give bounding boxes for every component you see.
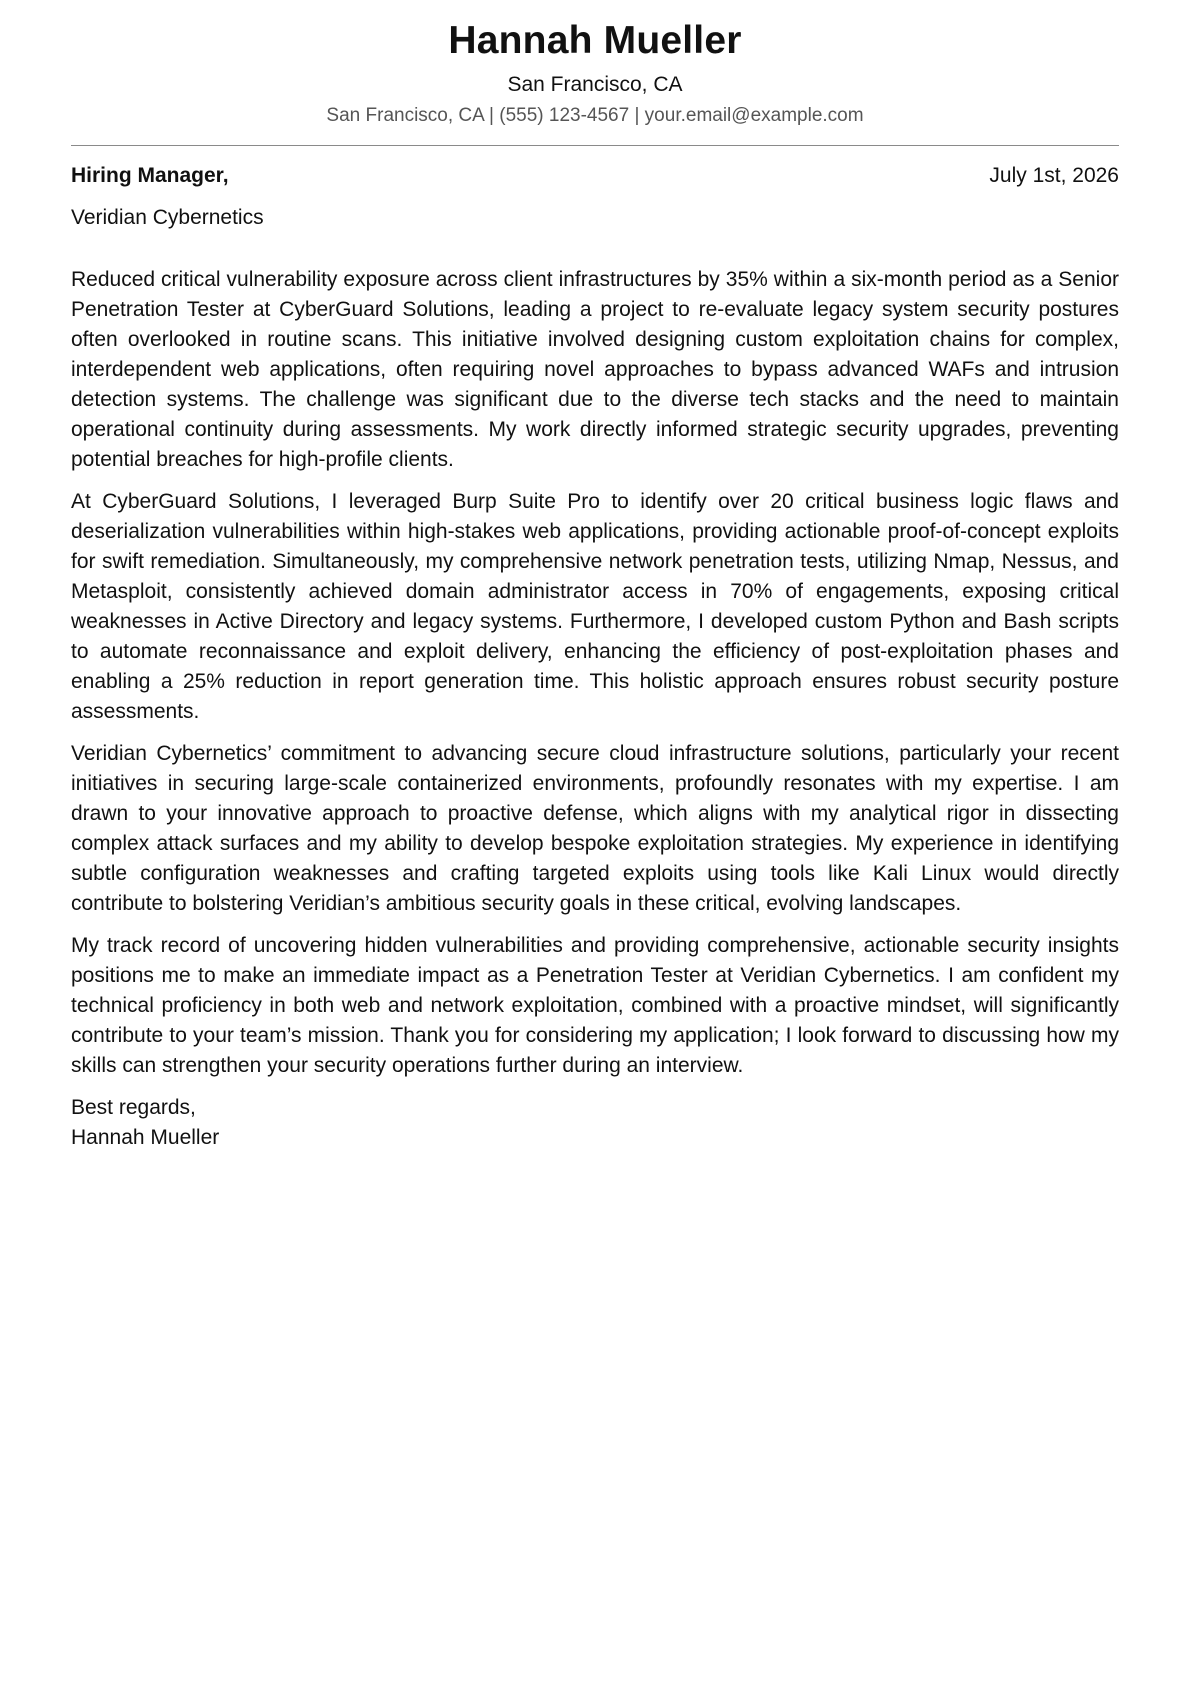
letter-body: [71, 265, 1119, 1081]
applicant-contact-line: San Francisco, CA | (555) 123-4567 | your.email@example.com: [326, 105, 864, 126]
closing-phrase: Best regards,: [71, 1096, 196, 1119]
letter-header: [71, 0, 1119, 129]
body-paragraph: Veridian Cybernetics’ commitment to advancing secure cloud infrastructure solutions, particularly your recent initiatives in securing large-scale containerized environments, profoundly resonates with my expertise. I am drawn to your innovative approach to proactive defense, which aligns with my analytical rigor in dissecting complex attack surfaces and my ability to develop bespoke exploitation strategies. My experience in identifying subtle configuration weaknesses and crafting targeted exploits using tools like Kali Linux would directly contribute to bolstering Veridian’s ambitious security goals in these critical, evolving landscapes.: [71, 742, 1119, 915]
recipient-date-row: [71, 161, 1119, 191]
applicant-name: Hannah Mueller: [448, 19, 742, 62]
header-divider: [71, 145, 1119, 146]
signature-name: Hannah Mueller: [71, 1126, 220, 1149]
body-paragraph: My track record of uncovering hidden vulnerabilities and providing comprehensive, actionable security insights positions me to make an immediate impact as a Penetration Tester at Veridian Cybernetics. I am confident my technical proficiency in both web and network exploitation, combined with a proactive mindset, will significantly contribute to your team’s mission. Thank you for considering my application; I look forward to discussing how my skills can strengthen your security operations further during an interview.: [71, 934, 1119, 1077]
letter-closing: [71, 1093, 1119, 1153]
letter-date: July 1st, 2026: [989, 164, 1119, 187]
applicant-location: San Francisco, CA: [507, 73, 683, 96]
recipient-company: Veridian Cybernetics: [71, 206, 264, 229]
recipient-salutation: Hiring Manager,: [71, 164, 229, 187]
body-paragraph: Reduced critical vulnerability exposure across client infrastructures by 35% within a six-month period as a Senior Penetration Tester at CyberGuard Solutions, leading a project to re-evaluate legacy system security postures often overlooked in routine scans. This initiative involved designing custom exploitation chains for complex, interdependent web applications, often requiring novel approaches to bypass advanced WAFs and intrusion detection systems. The challenge was significant due to the diverse tech stacks and the need to maintain operational continuity during assessments. My work directly informed strategic security upgrades, preventing potential breaches for high-profile clients.: [71, 268, 1119, 471]
body-paragraph: At CyberGuard Solutions, I leveraged Burp Suite Pro to identify over 20 critical business logic flaws and deserialization vulnerabilities within high-stakes web applications, providing actionable proof-of-concept exploits for swift remediation. Simultaneously, my comprehensive network penetration tests, utilizing Nmap, Nessus, and Metasploit, consistently achieved domain administrator access in 70% of engagements, exposing critical weaknesses in Active Directory and legacy systems. Furthermore, I developed custom Python and Bash scripts to automate reconnaissance and exploit delivery, enhancing the efficiency of post-exploitation phases and enabling a 25% reduction in report generation time. This holistic approach ensures robust security posture assessments.: [71, 490, 1119, 723]
